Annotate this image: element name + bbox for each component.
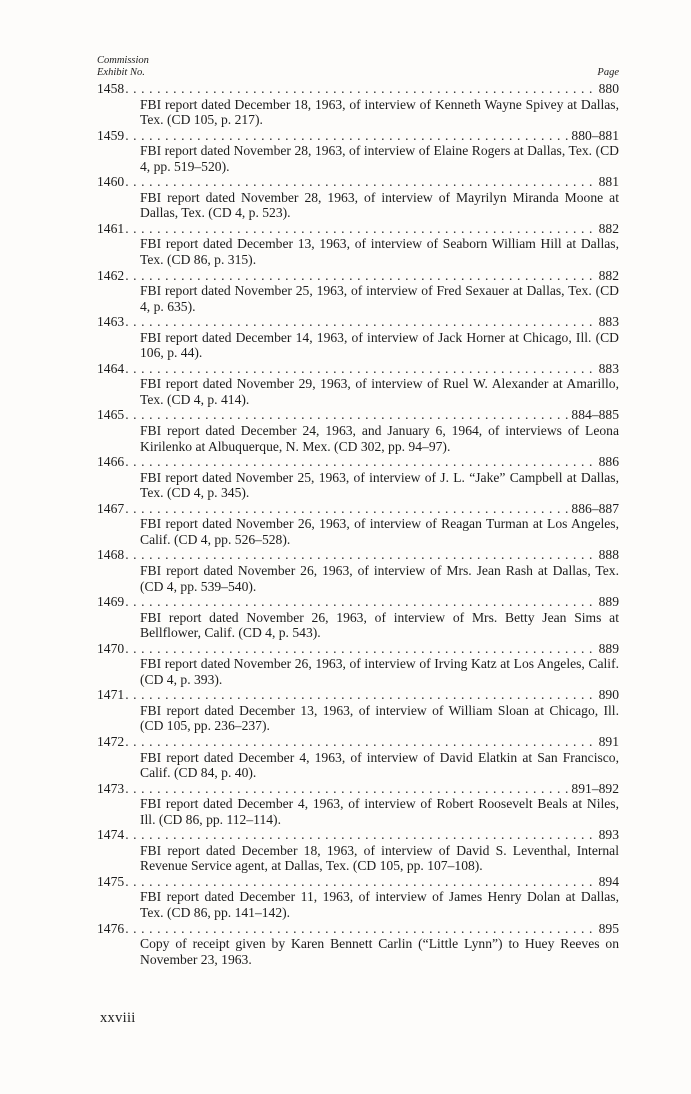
toc-entry <box>97 501 619 548</box>
toc-entry <box>97 921 619 968</box>
dot-leader <box>125 221 595 237</box>
toc-entry <box>97 547 619 594</box>
dot-leader <box>125 268 595 284</box>
page-number: 888 <box>598 547 619 563</box>
exhibit-number: 1462 <box>97 267 125 283</box>
entry-line <box>97 454 619 470</box>
page-column-label: Page <box>597 66 619 78</box>
toc-entry <box>97 314 619 361</box>
exhibit-number: 1463 <box>97 314 125 330</box>
entry-description: FBI report dated December 24, 1963, and January 6, 1964, of interviews of Leona Kirilenko at Albuquerque, N. Mex. (CD 302, pp. 94–97). <box>140 423 619 454</box>
entries-list <box>97 81 619 967</box>
dot-leader <box>125 501 568 517</box>
dot-leader <box>125 827 595 843</box>
exhibit-number: 1468 <box>97 547 125 563</box>
dot-leader <box>125 128 568 144</box>
dot-leader <box>125 874 595 890</box>
entry-line <box>97 361 619 377</box>
dot-leader <box>125 641 595 657</box>
dot-leader <box>125 921 595 937</box>
entry-line <box>97 501 619 517</box>
entry-description: FBI report dated November 25, 1963, of interview of Fred Sexauer at Dallas, Tex. (CD 4, p. 635). <box>140 283 619 314</box>
exhibit-number: 1476 <box>97 920 125 936</box>
page-number: 894 <box>598 873 619 889</box>
entry-description: FBI report dated December 18, 1963, of interview of Kenneth Wayne Spivey at Dallas, Tex. (CD 105, p. 217). <box>140 96 619 128</box>
entry-line <box>97 687 619 703</box>
dot-leader <box>125 734 595 750</box>
page-number: 886 <box>598 454 619 470</box>
page-number: 880–881 <box>571 127 619 143</box>
toc-header <box>97 55 619 78</box>
page-footer-number: xxviii <box>100 1010 136 1026</box>
entry-description: FBI report dated November 26, 1963, of interview of Irving Katz at Los Angeles, Calif. (CD 4, p. 393). <box>140 656 619 687</box>
entry-line <box>97 827 619 843</box>
entry-line <box>97 734 619 750</box>
toc-entry <box>97 734 619 781</box>
entry-line <box>97 921 619 937</box>
entry-line <box>97 874 619 890</box>
entry-description: FBI report dated November 28, 1963, of interview of Mayrilyn Miranda Moone at Dallas, Tex. (CD 4, p. 523). <box>140 189 619 221</box>
dot-leader <box>125 81 595 97</box>
toc-entry <box>97 874 619 921</box>
toc-entry <box>97 81 619 128</box>
entry-description: FBI report dated November 26, 1963, of interview of Mrs. Jean Rash at Dallas, Tex. (CD 4, pp. 539–540). <box>140 562 619 594</box>
dot-leader <box>125 174 595 190</box>
dot-leader <box>125 454 595 470</box>
dot-leader <box>125 547 595 563</box>
header-line-commission: Commission <box>97 55 149 66</box>
page-number: 881 <box>598 174 619 190</box>
exhibit-number: 1466 <box>97 454 125 470</box>
entry-line <box>97 594 619 610</box>
dot-leader <box>125 361 595 377</box>
toc-entry <box>97 454 619 501</box>
toc-entry <box>97 128 619 175</box>
toc-entry <box>97 687 619 734</box>
exhibit-number: 1465 <box>97 407 125 423</box>
dot-leader <box>125 314 595 330</box>
page-number: 882 <box>598 220 619 236</box>
dot-leader <box>125 594 595 610</box>
page-number: 891 <box>598 733 619 749</box>
exhibit-number: 1458 <box>97 81 125 96</box>
exhibit-number: 1469 <box>97 594 125 610</box>
entry-line <box>97 547 619 563</box>
page-number: 893 <box>598 827 619 843</box>
entry-line <box>97 174 619 190</box>
entry-description: FBI report dated December 4, 1963, of interview of David Elatkin at San Francisco, Calif. (CD 84, p. 40). <box>140 749 619 781</box>
entry-line <box>97 221 619 237</box>
page-number: 889 <box>598 594 619 610</box>
dot-leader <box>125 407 568 423</box>
entry-line <box>97 268 619 284</box>
page-number: 895 <box>598 920 619 936</box>
exhibit-number: 1474 <box>97 827 125 843</box>
exhibit-number: 1461 <box>97 220 125 236</box>
exhibit-number: 1464 <box>97 360 125 376</box>
toc-entry <box>97 174 619 221</box>
entry-description: FBI report dated December 4, 1963, of interview of Robert Roosevelt Beals at Niles, Ill. (CD 86, pp. 112–114). <box>140 796 619 827</box>
page-number: 883 <box>598 314 619 330</box>
toc-entry <box>97 594 619 641</box>
toc-entry <box>97 361 619 408</box>
entry-description: FBI report dated November 28, 1963, of interview of Elaine Rogers at Dallas, Tex. (CD 4, pp. 519–520). <box>140 143 619 174</box>
toc-entry <box>97 781 619 828</box>
page-number: 883 <box>598 360 619 376</box>
entry-description: FBI report dated December 11, 1963, of interview of James Henry Dolan at Dallas, Tex. (CD 86, pp. 141–142). <box>140 889 619 920</box>
exhibit-column-label <box>97 55 149 78</box>
entry-line <box>97 407 619 423</box>
entry-line <box>97 641 619 657</box>
entry-line <box>97 128 619 144</box>
entry-description: FBI report dated November 25, 1963, of interview of J. L. “Jake” Campbell at Dallas, Tex. (CD 4, p. 345). <box>140 469 619 501</box>
page-number: 889 <box>598 640 619 656</box>
entry-description: Copy of receipt given by Karen Bennett Carlin (“Little Lynn”) to Huey Reeves on November 23, 1963. <box>140 936 619 967</box>
page-number: 884–885 <box>571 407 619 423</box>
exhibit-number: 1472 <box>97 733 125 749</box>
entry-description: FBI report dated December 13, 1963, of interview of Seaborn William Hill at Dallas, Tex. (CD 86, p. 315). <box>140 236 619 268</box>
entry-description: FBI report dated November 26, 1963, of interview of Mrs. Betty Jean Sims at Bellflower, Calif. (CD 4, p. 543). <box>140 609 619 641</box>
toc-entry <box>97 407 619 454</box>
exhibit-number: 1467 <box>97 500 125 516</box>
exhibit-number: 1471 <box>97 687 125 703</box>
entry-description: FBI report dated November 26, 1963, of interview of Reagan Turman at Los Angeles, Calif. (CD 4, pp. 526–528). <box>140 516 619 547</box>
exhibit-number: 1459 <box>97 127 125 143</box>
page-number: 882 <box>598 267 619 283</box>
dot-leader <box>125 687 595 703</box>
page-number: 886–887 <box>571 500 619 516</box>
entry-line <box>97 314 619 330</box>
exhibit-number: 1470 <box>97 640 125 656</box>
page-number: 891–892 <box>571 780 619 796</box>
header-line-exhibit-no: Exhibit No. <box>97 66 145 78</box>
entry-description: FBI report dated November 29, 1963, of interview of Ruel W. Alexander at Amarillo, Tex. (CD 4, p. 414). <box>140 376 619 407</box>
exhibit-number: 1460 <box>97 174 125 190</box>
page-number: 880 <box>598 81 619 96</box>
entry-description: FBI report dated December 14, 1963, of interview of Jack Horner at Chicago, Ill. (CD 106, p. 44). <box>140 329 619 361</box>
entry-line <box>97 781 619 797</box>
exhibit-number: 1473 <box>97 780 125 796</box>
entry-description: FBI report dated December 13, 1963, of interview of William Sloan at Chicago, Ill. (CD 105, pp. 236–237). <box>140 702 619 734</box>
toc-entry <box>97 827 619 874</box>
toc-entry <box>97 221 619 268</box>
toc-entry <box>97 268 619 315</box>
exhibit-number: 1475 <box>97 873 125 889</box>
entry-line <box>97 81 619 97</box>
page-number: 890 <box>598 687 619 703</box>
entry-description: FBI report dated December 18, 1963, of interview of David S. Leventhal, Internal Revenue Service agent, at Dallas, Tex. (CD 105, pp. 107–108). <box>140 842 619 874</box>
toc-entry <box>97 641 619 688</box>
dot-leader <box>125 781 568 797</box>
